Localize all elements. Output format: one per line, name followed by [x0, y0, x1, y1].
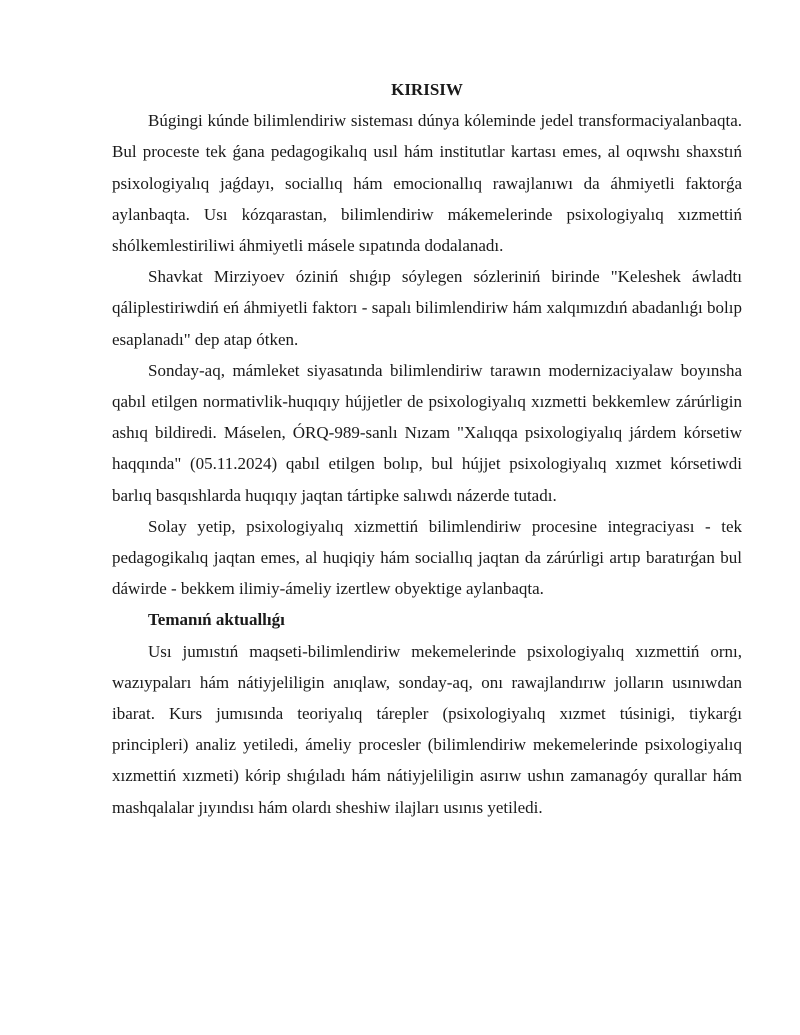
paragraph: Usı jumıstıń maqseti-bilimlendiriw mekemelerinde psixologiyalıq xızmettiń ornı, wazıypaları hám nátiyjeliligin anıqlaw, sonday-aq, onı rawajlandırıw jolların usınıwdan ibarat. Kurs jumısında teoriyalıq tárepler (psixologiyalıq xızmet túsinigi, tiykarǵı principleri) analiz yetiledi, ámeliy procesler (bilimlendiriw mekemelerinde psixologiyalıq xızmettiń xızmeti) kórip shıǵıladı hám nátiyjeliligin asırıw ushın zamanagóy qurallar hám mashqalalar jıyındısı hám olardı sheshiw ilajları usınıs yetiledi.: [112, 641, 742, 817]
paragraph: Sonday-aq, mámleket siyasatında bilimlendiriw tarawın modernizaciyalaw boyınsha qabıl etilgen normativlik-huqıqıy hújjetler de psixologiyalıq xızmetti bekkemlew zárúrligin ashıq bildiredi. Máselen, ÓRQ-989-sanlı Nızam "Xalıqqa psixologiyalıq járdem kórsetiw haqqında" (05.11.2024) qabıl etilgen bolıp, bul hújjet psixologiyalıq xızmet kórsetiwdi barlıq basqıshlarda huqıqıy jaqtan tártipke salıwdı názerde tutadı.: [112, 360, 742, 505]
document-title: KIRISIW: [391, 80, 463, 99]
section-heading: Temanıń aktuallıǵı: [148, 610, 285, 630]
paragraph: Shavkat Mirziyoev óziniń shıǵıp sóylegen sózleriniń birinde "Keleshek áwladtı qáliplestiriwdiń eń áhmiyetli faktorı - sapalı bilimlendiriw hám xalqımızdıń abadanlıǵı bolıp esaplanadı" dep atap ótken.: [112, 267, 742, 349]
document-body: [112, 74, 742, 823]
paragraph: Búgingi kúnde bilimlendiriw sisteması dúnya kóleminde jedel transformaciyalanbaqta. Bul proceste tek ǵana pedagogikalıq usıl hám institutlar kartası emes, al oqıwshı shaxstıń psixologiyalıq jaǵdayı, sociallıq hám emocionallıq rawajlanıwı da áhmiyetli faktorǵa aylanbaqta. Usı kózqarastan, bilimlendiriw mákemelerinde psixologiyalıq xızmettiń shólkemlestiriliwi áhmiyetli másele sıpatında dodalanadı.: [112, 111, 742, 255]
paragraph: Solay yetip, psixologiyalıq xizmettiń bilimlendiriw procesine integraciyası - tek pedagogikalıq jaqtan emes, al huqiqiy hám sociallıq jaqtan da zárúrligi artıp baratırǵan bul dáwirde - bekkem ilimiy-ámeliy izertlew obyektige aylanbaqta.: [112, 516, 742, 599]
